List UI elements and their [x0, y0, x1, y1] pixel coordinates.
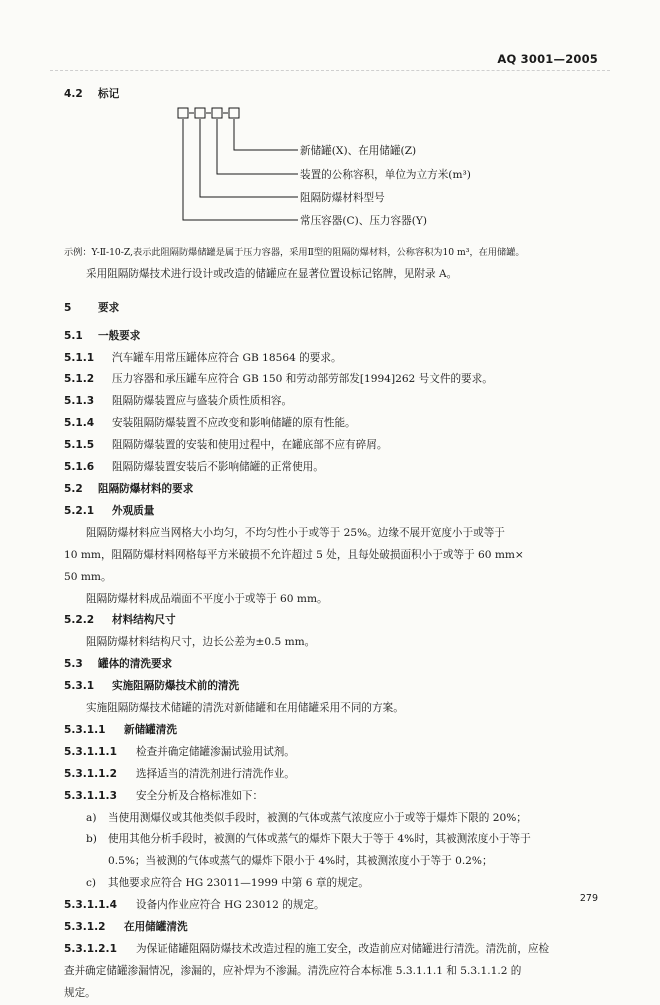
clause-text: 为保证储罐阻隔防爆技术改造过程的施工安全，改造前应对储罐进行清洗。清洗前，应检: [136, 943, 550, 955]
section-4-2-heading: [64, 84, 604, 106]
section-5-1-heading: [64, 326, 604, 348]
list-text: 当使用测爆仪或其他类似手段时，被测的气体或蒸气浓度应小于或等于爆炸下限的 20%；: [108, 811, 527, 824]
clause-number: 5.1.3: [64, 395, 95, 408]
clause-5-3-1-1-2: [64, 764, 604, 786]
list-text: 其他要求应符合 HG 23011—1999 中第 6 章的规定。: [108, 877, 369, 890]
clause-number: 5.3.1.1.2: [64, 767, 117, 780]
section-number: 5: [64, 301, 72, 314]
marking-note: 采用阻隔防爆技术进行设计或改造的储罐应在显著位置设标记铭牌，见附录 A。: [86, 267, 458, 280]
clause-number: 5.3.1.1.3: [64, 789, 117, 802]
paragraph-line: 阻隔防爆材料应当网格大小均匀，不均匀性小于或等于 25%。边缘不展开宽度小于或等于: [86, 526, 505, 539]
clause-text: 阻隔防爆装置安装后不影响储罐的正常使用。: [112, 461, 324, 474]
section-title: 要求: [98, 301, 120, 314]
clause-text: 压力容器和承压罐车应符合 GB 150 和劳动部劳部发[1994]262 号文件的要求。: [112, 373, 493, 386]
list-label: a): [86, 811, 97, 824]
section-title: 阻隔防爆材料的要求: [98, 482, 194, 495]
mark-box-2: [195, 108, 205, 118]
section-number: 4.2: [64, 88, 83, 100]
clause-text: 选择适当的清洗剂进行清洗作业。: [136, 767, 295, 780]
marking-diagram: [64, 106, 604, 242]
section-number: 5.3: [64, 658, 83, 671]
clause-text: 阻隔防爆装置的安装和使用过程中，在罐底部不应有碎屑。: [112, 439, 388, 452]
clause-number: 5.1.1: [64, 351, 95, 364]
section-title: 外观质量: [112, 504, 155, 517]
section-title: 一般要求: [98, 329, 141, 342]
section-number: 5.2: [64, 482, 83, 495]
list-item-a: [64, 808, 604, 830]
clause-text: 汽车罐车用常压罐体应符合 GB 18564 的要求。: [112, 351, 342, 364]
clause-text: 安全分析及合格标准如下：: [136, 789, 264, 802]
paragraph-line: 规定。: [64, 986, 96, 999]
standard-number: AQ 3001—2005: [497, 52, 598, 66]
section-number: 5.1: [64, 329, 83, 342]
header-rule: [50, 70, 610, 71]
clause-number: 5.1.5: [64, 439, 95, 452]
paragraph-line: 50 mm。: [64, 570, 112, 583]
clause-5-3-1-2-1: [64, 939, 604, 961]
list-text: 使用其他分析手段时，被测的气体或蒸气的爆炸下限大于等于 4%时，其被测浓度小于等于: [108, 833, 531, 846]
clause-5-1-6: [64, 457, 604, 479]
section-title: 罐体的清洗要求: [98, 658, 173, 671]
list-item-c: [64, 873, 604, 895]
section-5-2-2-heading: [64, 610, 604, 632]
mark-label-vessel-type: 常压容器(C)、压力容器(Y): [300, 214, 427, 227]
list-item-b-cont: 0.5%；当被测的气体或蒸气的爆炸下限小于 4%时，其被测浓度小于等于 0.2%；: [108, 855, 493, 868]
mark-box-4: [229, 108, 239, 118]
section-5-heading: [64, 298, 604, 320]
clause-5-1-2: [64, 369, 604, 391]
section-title: 标记: [98, 88, 120, 100]
paragraph-line: 10 mm，阻隔防爆材料网格每平方米破损不允许超过 5 处，且每处破损面积小于或等于 60 mm×: [64, 548, 524, 561]
mark-label-volume: 装置的公称容积，单位为立方米(m³): [300, 168, 471, 181]
clause-number: 5.3.1.1.4: [64, 899, 117, 912]
clause-number: 5.1.6: [64, 461, 95, 474]
clause-number: 5.3.1.2.1: [64, 943, 117, 955]
section-title: 材料结构尺寸: [112, 614, 176, 627]
clause-number: 5.3.1.1.1: [64, 745, 117, 758]
mark-box-3: [212, 108, 222, 118]
section-5-2-heading: [64, 479, 604, 501]
clause-number: 5.1.2: [64, 373, 95, 386]
mark-box-1: [178, 108, 188, 118]
section-title: 在用储罐清洗: [124, 921, 188, 934]
marking-example: 示例：Y-Ⅱ-10-Z,表示此阻隔防爆储罐是属于压力容器，采用Ⅱ型的阻隔防爆材料，公称容积为10 m³，在用储罐。: [64, 246, 525, 258]
section-title: 实施阻隔防爆技术前的清洗: [112, 680, 240, 693]
paragraph-line: 实施阻隔防爆技术储罐的清洗对新储罐和在用储罐采用不同的方案。: [86, 702, 404, 715]
list-label: c): [86, 877, 97, 890]
list-item-b: [64, 829, 604, 851]
section-5-2-1-heading: [64, 501, 604, 523]
section-5-3-1-1-heading: [64, 720, 604, 742]
section-number: 5.3.1.2: [64, 921, 106, 934]
page-body: [64, 84, 604, 1005]
clause-text: 安装阻隔防爆装置不应改变和影响储罐的原有性能。: [112, 417, 356, 430]
section-number: 5.3.1.1: [64, 723, 106, 736]
clause-5-1-4: [64, 413, 604, 435]
list-label: b): [86, 833, 97, 846]
mark-label-tank-status: 新储罐(X)、在用储罐(Z): [300, 144, 417, 157]
clause-5-1-5: [64, 435, 604, 457]
clause-5-3-1-1-3: [64, 786, 604, 808]
page-number: 279: [579, 893, 598, 904]
section-number: 5.3.1: [64, 680, 95, 693]
clause-text: 阻隔防爆装置应与盛装介质性质相容。: [112, 395, 293, 408]
paragraph-line: 阻隔防爆材料结构尺寸，边长公差为±0.5 mm。: [86, 636, 316, 649]
clause-text: 设备内作业应符合 HG 23012 的规定。: [136, 899, 325, 912]
clause-5-1-3: [64, 391, 604, 413]
clause-text: 检查并确定储罐渗漏试验用试剂。: [136, 745, 295, 758]
clause-number: 5.1.4: [64, 417, 95, 430]
paragraph-line: 查并确定储罐渗漏情况，渗漏的，应补焊为不渗漏。清洗应符合本标准 5.3.1.1.1 和 5.3.1.1.2 的: [64, 964, 522, 977]
clause-5-3-1-1-4: [64, 895, 604, 917]
section-5-3-heading: [64, 654, 604, 676]
clause-5-3-1-1-1: [64, 742, 604, 764]
section-title: 新储罐清洗: [124, 723, 177, 736]
section-number: 5.2.1: [64, 504, 95, 517]
section-5-3-1-2-heading: [64, 917, 604, 939]
clause-5-1-1: [64, 348, 604, 370]
mark-label-material-model: 阻隔防爆材料型号: [300, 191, 385, 204]
section-number: 5.2.2: [64, 614, 95, 627]
section-5-3-1-heading: [64, 676, 604, 698]
paragraph-line: 阻隔防爆材料成品端面不平度小于或等于 60 mm。: [86, 592, 328, 605]
